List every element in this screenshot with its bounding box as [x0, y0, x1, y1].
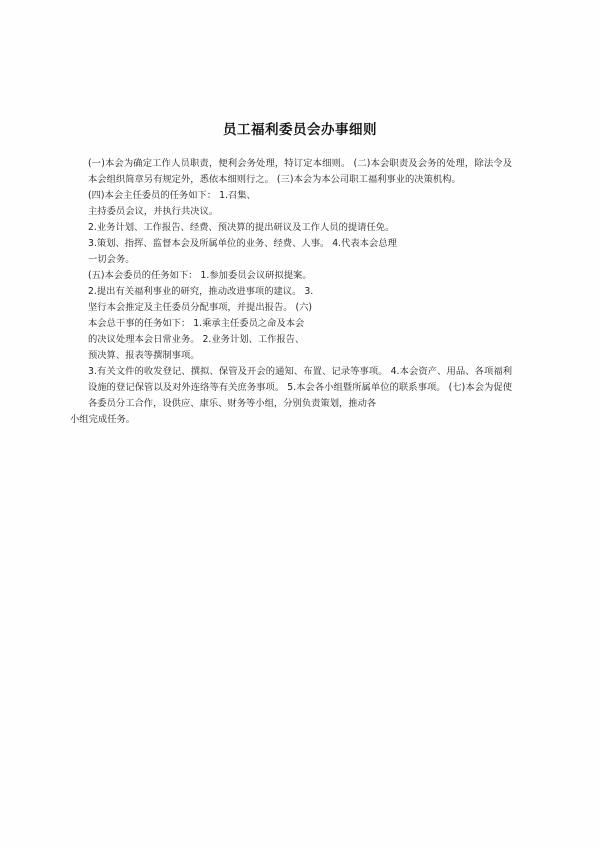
- paragraph: 预决算、报表等撰制事项。: [88, 349, 200, 361]
- document-body: [70, 156, 512, 428]
- paragraph: (一)本会为确定工作人员职责，便利会务处理，特订定本细则。 (二)本会职责及会务的处理，除法令及本会组织简章另有规定外，悉依本细则行之。 (三)本会为本公司职工福利事业的决策机构。: [88, 158, 512, 185]
- paragraph: 主持委员会议，并执行共决议。: [88, 205, 219, 217]
- paragraph: 本会总干事的任务如下： 1.乘承主任委员之命及本会: [88, 317, 305, 329]
- paragraph: 2.业务计划、工作报告、经费、预决算的提出研议及工作人员的提请任免。: [88, 221, 395, 233]
- paragraph: 小组完成任务。: [70, 413, 136, 425]
- paragraph: 3.策划、指挥、监督本会及所属单位的业务、经费、人事。 4.代表本会总理: [88, 237, 397, 249]
- paragraph: 坚行本会推定及主任委员分配事项，并提出报告。 (六): [88, 301, 313, 313]
- paragraph: 的决议处理本会日常业务。 2.业务计划、工作报告、: [88, 333, 305, 345]
- paragraph: 2.提出有关福利事业的研究，推动改进事项的建议。 3.: [88, 285, 314, 297]
- paragraph: 一切会务。: [88, 253, 135, 265]
- paragraph: 3.有关文件的收发登记、撰拟、保管及开会的通知、布置、记录等事项。 4.本会资产、用品、各项福利设施的登记保管以及对外连络等有关庶务事项。 5.本会各小组暨所属单位的联系事项。 (七)本会为促使各委员分工合作，设供应、康乐、财务等小组，分别负责策划，推动各: [88, 365, 512, 409]
- paragraph: (四)本会主任委员的任务如下： 1.召集、: [88, 189, 256, 201]
- paragraph: (五)本会委员的任务如下： 1.参加委员会议研拟提案。: [88, 269, 312, 281]
- page-title: 员工福利委员会办事细则: [223, 122, 377, 138]
